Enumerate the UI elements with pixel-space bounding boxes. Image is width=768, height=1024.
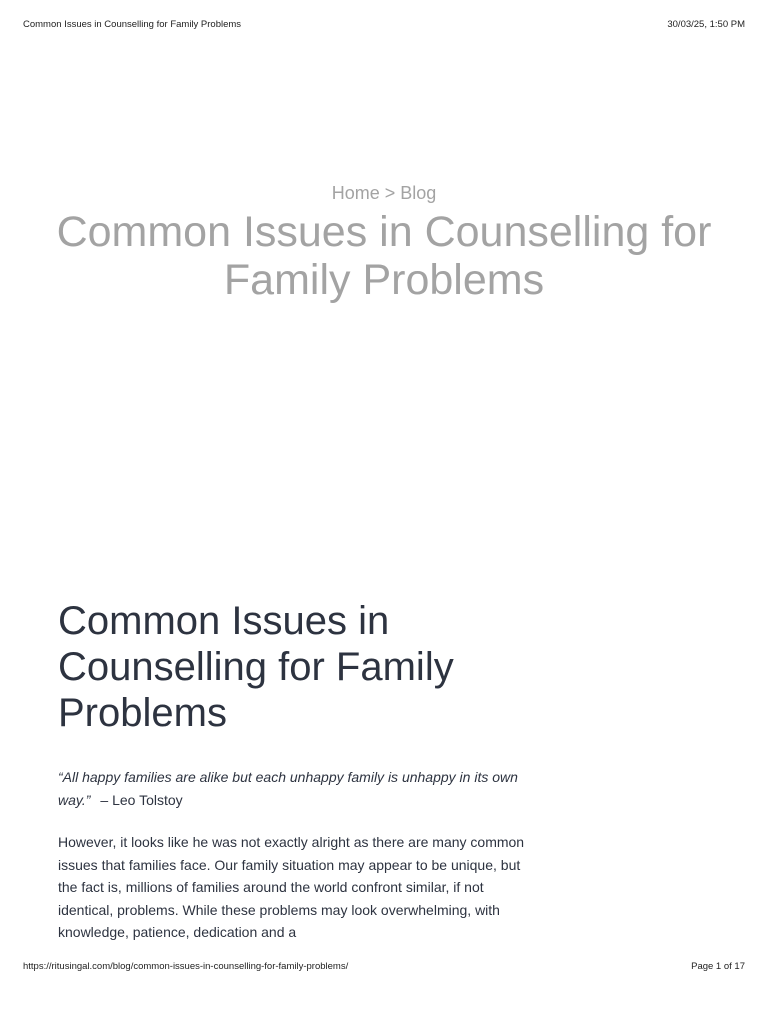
breadcrumb-blog-link[interactable]: Blog <box>400 183 437 203</box>
article <box>58 598 536 958</box>
quote-author: – Leo Tolstoy <box>100 792 183 808</box>
print-page-number: Page 1 of 17 <box>691 961 745 972</box>
hero-banner <box>0 180 768 304</box>
print-header <box>23 19 745 33</box>
article-paragraph: However, it looks like he was not exactly alright as there are many common issues that families face. Our family situation may appear to be unique, but the fact is, millions of families around the world confront similar, if not identical, problems. While these problems may look overwhelming, with knowledge, patience, dedication and a <box>58 834 525 940</box>
article-title: Common Issues in Counselling for Family Problems <box>58 599 454 735</box>
breadcrumb <box>0 180 768 206</box>
print-footer <box>23 961 745 975</box>
hero-title: Common Issues in Counselling for Family Problems <box>56 208 712 304</box>
breadcrumb-separator: > <box>384 183 396 203</box>
article-quote <box>58 766 536 812</box>
print-doc-title: Common Issues in Counselling for Family Problems <box>23 19 242 30</box>
print-url: https://ritusingal.com/blog/common-issues-in-counselling-for-family-problems/ <box>23 961 349 972</box>
print-datetime: 30/03/25, 1:50 PM <box>667 19 745 30</box>
breadcrumb-home-link[interactable]: Home <box>331 183 380 203</box>
quote-text: “All happy families are alike but each unhappy family is unhappy in its own way.” <box>58 769 518 808</box>
